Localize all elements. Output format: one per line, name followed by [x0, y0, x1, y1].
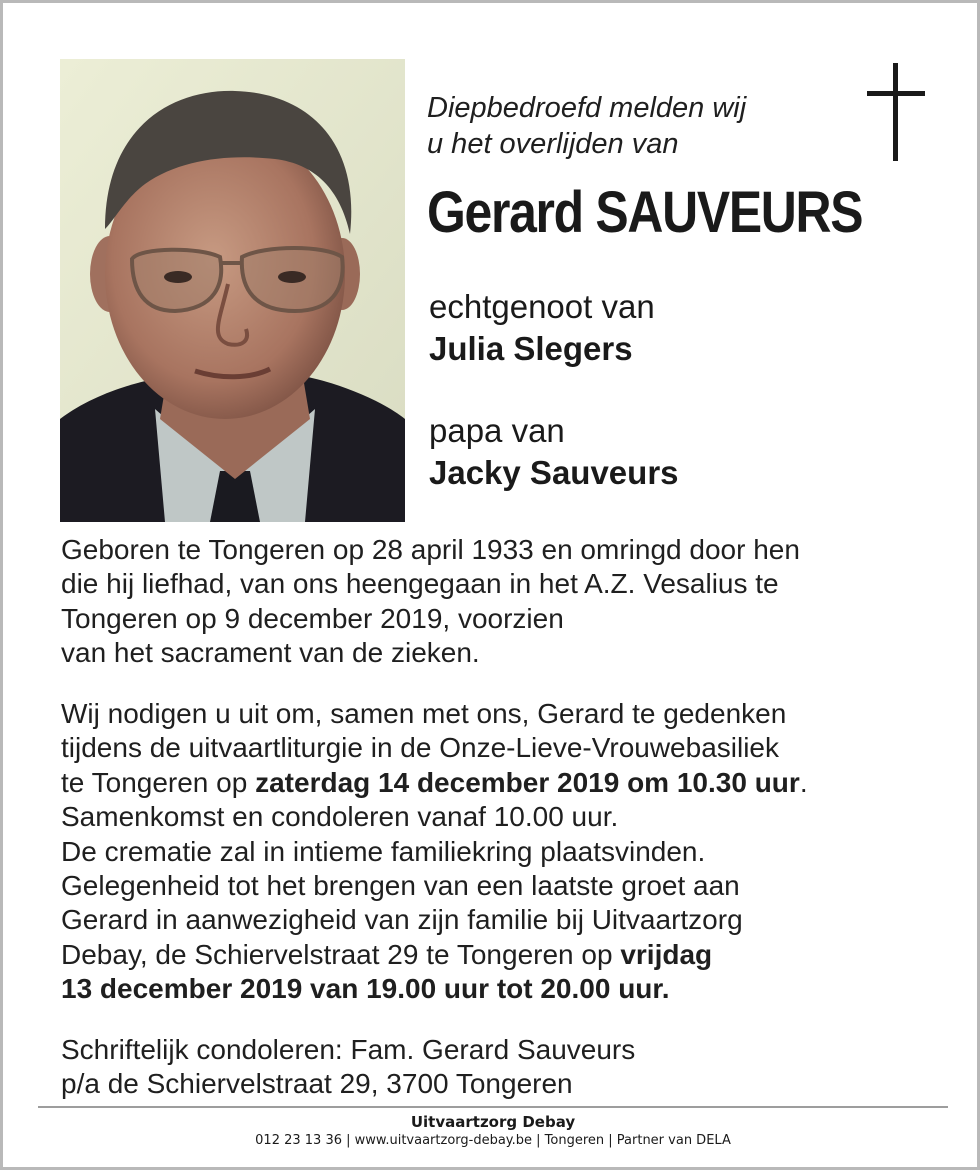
paragraph-line: Gelegenheid tot het brengen van een laatste groet aan — [61, 870, 740, 902]
paragraph-line: De crematie zal in intieme familiekring plaatsvinden. — [61, 835, 706, 867]
deceased-name: Gerard SAUVEURS — [427, 180, 863, 245]
cross-icon — [867, 63, 925, 161]
paragraph-line: tijdens de uitvaartliturgie in de Onze-Lieve-Vrouwebasiliek — [61, 732, 780, 764]
service-paragraph — [61, 697, 961, 1007]
portrait-photo — [60, 59, 405, 522]
intro-line-1: Diepbedroefd melden wij — [427, 92, 747, 124]
paragraph-line: p/a de Schiervelstraat 29, 3700 Tongeren — [61, 1068, 573, 1100]
text-segment: . — [799, 766, 808, 798]
paragraph-line: Gerard in aanwezigheid van zijn familie bij Uitvaartzorg — [61, 904, 743, 936]
paragraph-line: die hij liefhad, van ons heengegaan in het A.Z. Vesalius te — [61, 568, 779, 600]
intro-line-2: u het overlijden van — [427, 128, 679, 160]
paragraph-line — [61, 972, 961, 1006]
paragraph-line: Geboren te Tongeren op 28 april 1933 en omringd door hen — [61, 534, 800, 565]
paragraph-line: Schriftelijk condoleren: Fam. Gerard Sauveurs — [61, 1034, 636, 1065]
relation-name: Julia Slegers — [429, 330, 633, 367]
visitation-datetime: 13 december 2019 van 19.00 uur tot 20.00 uur. — [61, 973, 670, 1005]
relation-spouse — [429, 286, 655, 370]
relation-name: Jacky Sauveurs — [429, 454, 679, 491]
announcement-intro — [427, 90, 746, 162]
paragraph-line: van het sacrament van de zieken. — [61, 637, 480, 669]
text-segment: Debay, de Schiervelstraat 29 te Tongeren op — [61, 938, 621, 970]
funeral-company-contact: 012 23 13 36 | www.uitvaartzorg-debay.be | Tongeren | Partner van DELA — [255, 1133, 731, 1148]
relation-role: echtgenoot van — [429, 288, 655, 325]
funeral-company-name: Uitvaartzorg Debay — [410, 1113, 576, 1131]
paragraph-line: Wij nodigen u uit om, samen met ons, Gerard te gedenken — [61, 698, 787, 729]
paragraph-line: Tongeren op 9 december 2019, voorzien — [61, 602, 564, 634]
footer-divider — [38, 1106, 948, 1108]
paragraph-line: Samenkomst en condoleren vanaf 10.00 uur. — [61, 801, 619, 833]
birth-paragraph — [61, 533, 961, 671]
condolence-paragraph — [61, 1033, 961, 1102]
relation-child — [429, 410, 679, 494]
paragraph-line — [61, 766, 961, 800]
footer — [3, 1112, 980, 1150]
relation-role: papa van — [429, 412, 565, 449]
service-datetime: zaterdag 14 december 2019 om 10.30 uur — [255, 766, 800, 798]
visitation-day: vrijdag — [620, 938, 713, 970]
paragraph-line — [61, 938, 961, 972]
text-segment: te Tongeren op — [61, 766, 256, 798]
